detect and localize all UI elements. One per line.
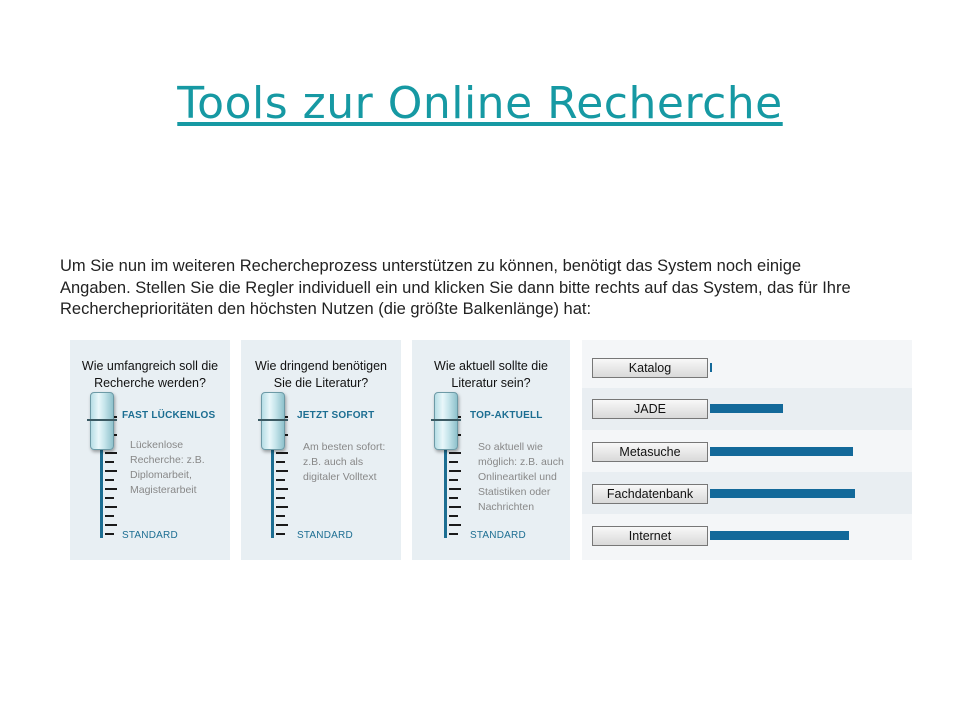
system-row-jade bbox=[582, 388, 912, 430]
title-link[interactable]: Tools zur Online Recherche bbox=[177, 78, 783, 129]
slider-bottom-label: STANDARD bbox=[122, 530, 178, 541]
slider-tick bbox=[105, 479, 114, 481]
system-row-katalog bbox=[582, 346, 912, 388]
slider-tick bbox=[449, 524, 461, 526]
system-row-fachdatenbank bbox=[582, 472, 912, 514]
slider-top-label: TOP-AKTUELL bbox=[470, 410, 543, 421]
slider-description: Lückenlose Recherche: z.B. Diplomarbeit, Magisterarbeit bbox=[130, 439, 205, 496]
slider-bottom-label: STANDARD bbox=[470, 530, 526, 541]
slider-panel-scope bbox=[70, 340, 230, 560]
slider-tick bbox=[276, 470, 288, 472]
system-bar bbox=[710, 447, 853, 456]
slider-panel-currency bbox=[412, 340, 570, 560]
system-row-metasuche bbox=[582, 430, 912, 472]
slider-tick bbox=[105, 488, 117, 490]
slider-top-label: JETZT SOFORT bbox=[297, 410, 375, 421]
intro-line: Rechercheprioritäten den höchsten Nutzen (die größte Balkenlänge) hat: bbox=[60, 300, 592, 318]
question-line: Sie die Literatur? bbox=[273, 376, 369, 390]
question-line: Recherche werden? bbox=[94, 376, 206, 390]
slider-tick bbox=[105, 470, 117, 472]
slider-tick bbox=[449, 515, 458, 517]
system-button-fachdatenbank[interactable]: Fachdatenbank bbox=[592, 484, 708, 504]
slider-tick bbox=[105, 452, 117, 454]
slider-tick bbox=[105, 461, 114, 463]
slider-knob[interactable] bbox=[434, 392, 458, 450]
system-button-metasuche[interactable]: Metasuche bbox=[592, 442, 708, 462]
slider-top-label: FAST LÜCKENLOS bbox=[122, 410, 216, 421]
slider-description: So aktuell wie möglich: z.B. auch Onlineartikel und Statistiken oder Nachrichten bbox=[478, 441, 564, 513]
slider-bottom-label: STANDARD bbox=[297, 530, 353, 541]
slider-tick bbox=[276, 506, 288, 508]
slider-tick bbox=[276, 488, 288, 490]
system-bar bbox=[710, 363, 712, 372]
slider-tick bbox=[276, 515, 285, 517]
slide-title bbox=[0, 78, 960, 129]
slider-tick bbox=[276, 452, 288, 454]
system-button-jade[interactable]: JADE bbox=[592, 399, 708, 419]
slider-tick bbox=[449, 533, 458, 535]
slider-tick bbox=[449, 470, 461, 472]
slider-tick bbox=[276, 461, 285, 463]
slider-tick bbox=[449, 479, 458, 481]
slider-description: Am besten sofort: z.B. auch als digitaler Volltext bbox=[303, 441, 386, 483]
slider-knob[interactable] bbox=[90, 392, 114, 450]
system-button-internet[interactable]: Internet bbox=[592, 526, 708, 546]
slider-tick bbox=[105, 506, 117, 508]
slider-tick bbox=[276, 479, 285, 481]
slider-tick bbox=[105, 524, 117, 526]
slider-tick bbox=[449, 452, 461, 454]
slider-tick bbox=[449, 488, 461, 490]
question-line: Wie umfangreich soll die bbox=[81, 359, 219, 373]
systems-panel bbox=[582, 340, 912, 560]
system-bar bbox=[710, 404, 783, 413]
system-bar bbox=[710, 489, 855, 498]
question-line: Wie dringend benötigen bbox=[254, 359, 388, 373]
system-row-internet bbox=[582, 514, 912, 556]
slider-tick bbox=[276, 533, 285, 535]
slider-question bbox=[70, 358, 230, 392]
question-line: Wie aktuell sollte die bbox=[434, 359, 548, 373]
slider-tick bbox=[449, 506, 461, 508]
intro-line: Angaben. Stellen Sie die Regler individuell ein und klicken Sie dann bitte rechts auf das System, das für Ihre bbox=[60, 278, 851, 297]
slider-tick bbox=[276, 497, 285, 499]
slider-question bbox=[412, 358, 570, 392]
slider-tick bbox=[105, 497, 114, 499]
slider-tick bbox=[105, 533, 114, 535]
intro-text bbox=[60, 256, 920, 321]
slider-panel-urgency bbox=[241, 340, 401, 560]
slider-tick bbox=[105, 515, 114, 517]
slider-question bbox=[241, 358, 401, 392]
system-bar bbox=[710, 531, 849, 540]
slider-tick bbox=[449, 461, 458, 463]
slider-tick bbox=[449, 497, 458, 499]
slider-knob[interactable] bbox=[261, 392, 285, 450]
system-button-katalog[interactable]: Katalog bbox=[592, 358, 708, 378]
slider-tick bbox=[276, 524, 288, 526]
intro-line: Um Sie nun im weiteren Rechercheprozess unterstützen zu können, benötigt das System noch einige bbox=[60, 257, 802, 275]
question-line: Literatur sein? bbox=[451, 376, 531, 390]
